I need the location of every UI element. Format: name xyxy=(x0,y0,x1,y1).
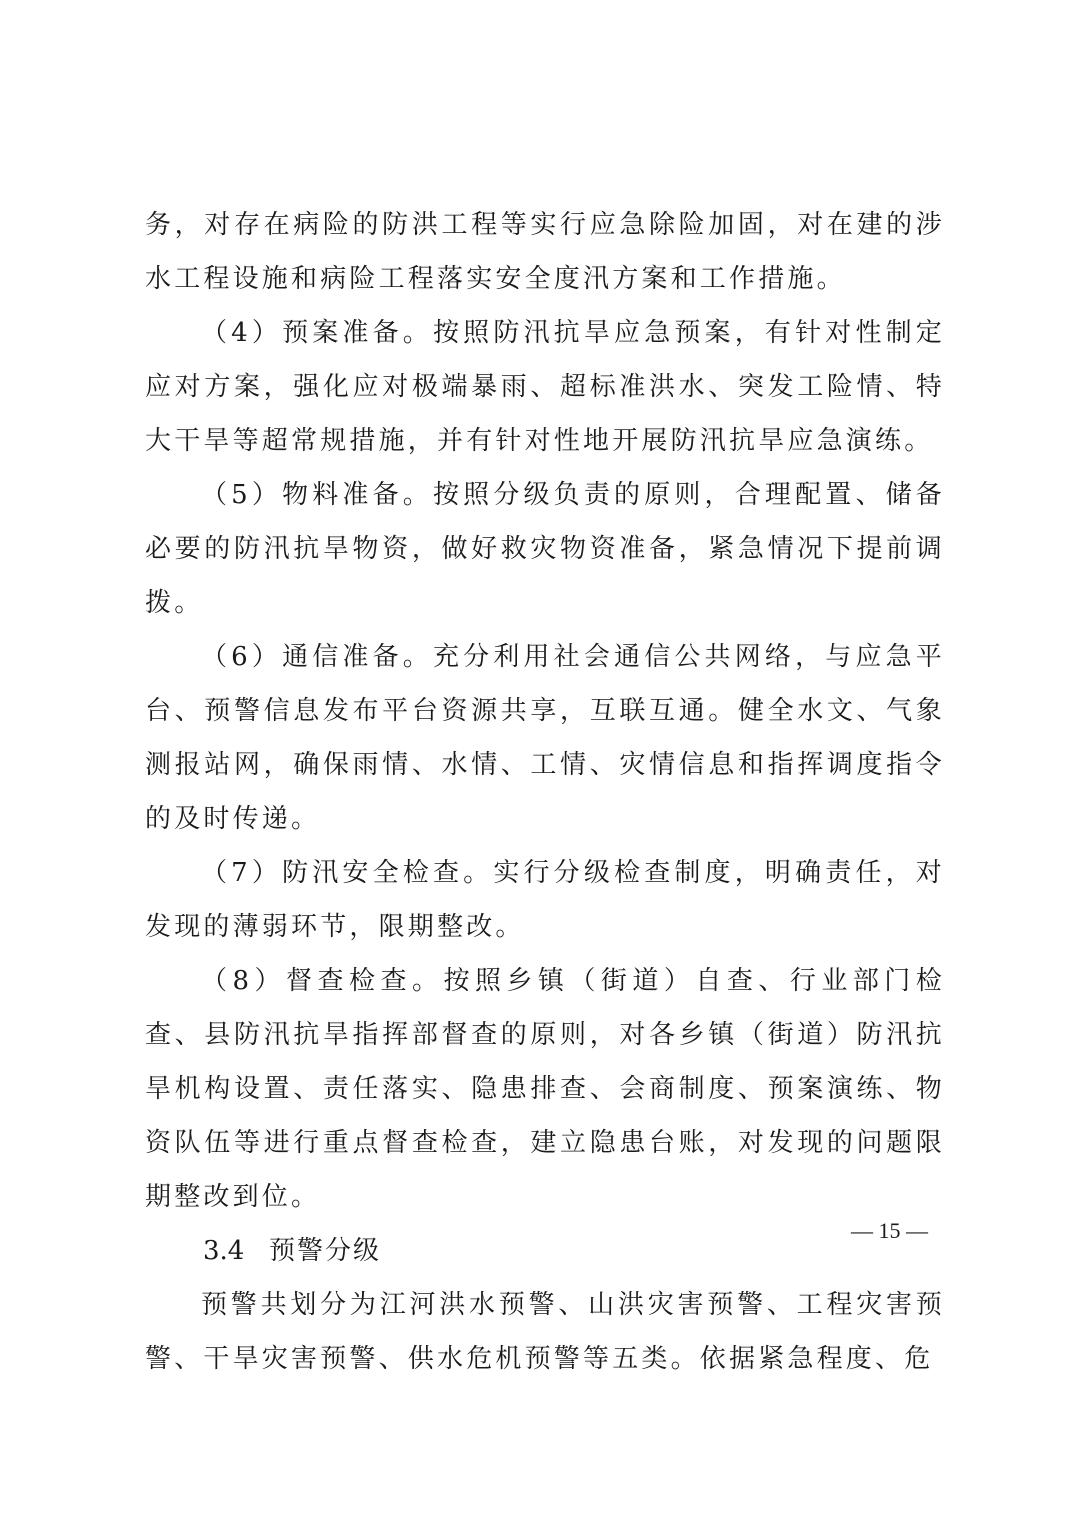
body-text xyxy=(145,198,945,1386)
paragraph-warning-levels: 预警共划分为江河洪水预警、山洪灾害预警、工程灾害预警、干旱灾害预警、供水危机预警等五类。依据紧急程度、危 xyxy=(145,1290,945,1374)
paragraph-supervision-inspection: （8）督查检查。按照乡镇（街道）自查、行业部门检查、县防汛抗旱指挥部督查的原则，对各乡镇（街道）防汛抗旱机构设置、责任落实、隐患排查、会商制度、预案演练、物资队伍等进行重点督查检查，建立隐患台账，对发现的问题限期整改到位。 xyxy=(145,966,945,1212)
page-number: — 15 — xyxy=(851,1218,928,1243)
paragraph-continued: 务，对存在病险的防洪工程等实行应急除险加固，对在建的涉水工程设施和病险工程落实安全度汛方案和工作措施。 xyxy=(145,210,945,294)
paragraph-plan-preparation: （4）预案准备。按照防汛抗旱应急预案，有针对性制定应对方案，强化应对极端暴雨、超标准洪水、突发工险情、特大干旱等超常规措施，并有针对性地开展防汛抗旱应急演练。 xyxy=(145,318,945,456)
paragraph-safety-inspection: （7）防汛安全检查。实行分级检查制度，明确责任，对发现的薄弱环节，限期整改。 xyxy=(145,858,945,942)
paragraph-material-preparation: （5）物料准备。按照分级负责的原则，合理配置、储备必要的防汛抗旱物资，做好救灾物资准备，紧急情况下提前调拨。 xyxy=(145,480,945,618)
section-number: 3.4 xyxy=(203,1236,245,1266)
section-heading xyxy=(145,1224,945,1278)
paragraph-communication-preparation: （6）通信准备。充分利用社会通信公共网络，与应急平台、预警信息发布平台资源共享，互联互通。健全水文、气象测报站网，确保雨情、水情、工情、灾情信息和指挥调度指令的及时传递。 xyxy=(145,642,945,834)
section-title: 预警分级 xyxy=(269,1236,382,1266)
